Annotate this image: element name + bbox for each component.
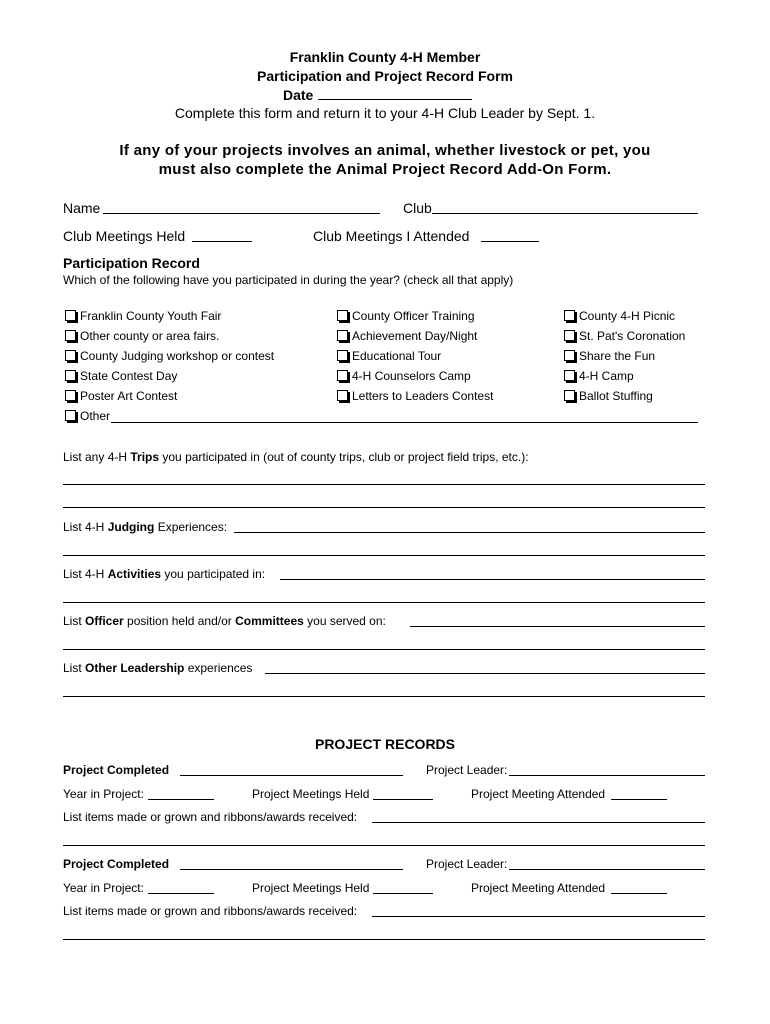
participation-option-label: 4-H Camp <box>579 369 634 383</box>
checkbox-icon[interactable] <box>65 410 76 421</box>
project-completed-label: Project Completed <box>63 857 170 871</box>
participation-option-label: Other county or area fairs. <box>80 329 220 343</box>
checkbox-icon[interactable] <box>564 350 575 361</box>
checkbox-icon[interactable] <box>65 330 76 341</box>
participation-option[interactable] <box>337 349 441 363</box>
participation-option[interactable] <box>564 349 655 363</box>
participation-option[interactable] <box>337 309 475 323</box>
participation-option-label: Educational Tour <box>352 349 442 363</box>
participation-option[interactable] <box>564 389 653 403</box>
participation-option-label: Share the Fun <box>579 349 656 363</box>
project-completed-field[interactable] <box>180 869 403 870</box>
participation-question: Which of the following have you participated in during the year? (check all that apply) <box>63 273 514 287</box>
form-title-line1: Franklin County 4-H Member <box>289 49 481 65</box>
other-participation-field[interactable] <box>111 422 698 423</box>
project-meetings-held-label: Project Meetings Held <box>252 881 370 895</box>
project-meetings-attended-field[interactable] <box>611 893 667 894</box>
items-awards-label: List items made or grown and ribbons/awards received: <box>63 810 358 824</box>
items-awards-label: List items made or grown and ribbons/awards received: <box>63 904 358 918</box>
year-in-project-field[interactable] <box>148 799 214 800</box>
participation-option[interactable] <box>65 369 177 383</box>
participation-option-label: County Officer Training <box>352 309 475 323</box>
checkbox-icon[interactable] <box>564 370 575 381</box>
club-meetings-attended-label: Club Meetings I Attended <box>313 228 470 244</box>
checkbox-icon[interactable] <box>65 310 76 321</box>
participation-option[interactable] <box>337 329 477 343</box>
participation-option[interactable] <box>65 389 177 403</box>
project-leader-label: Project Leader: <box>426 763 508 777</box>
club-field[interactable] <box>432 213 698 214</box>
officer-line-2[interactable] <box>63 649 705 650</box>
participation-option-label: State Contest Day <box>80 369 178 383</box>
checkbox-icon[interactable] <box>564 310 575 321</box>
items-awards-line-1[interactable] <box>372 822 705 823</box>
activities-line-1[interactable] <box>280 579 705 580</box>
participation-option-label: Achievement Day/Night <box>352 329 478 343</box>
checkbox-icon[interactable] <box>564 390 575 401</box>
project-leader-label: Project Leader: <box>426 857 508 871</box>
leadership-prompt: List Other Leadership experiences <box>63 661 253 675</box>
club-meetings-held-field[interactable] <box>192 241 252 242</box>
participation-option[interactable] <box>65 349 274 363</box>
club-label: Club <box>403 200 432 216</box>
items-awards-line-2[interactable] <box>63 845 705 846</box>
project-record-2 <box>0 857 770 947</box>
date-label: Date <box>283 87 314 103</box>
participation-option[interactable] <box>564 309 675 323</box>
project-meetings-held-field[interactable] <box>373 799 433 800</box>
checkbox-icon[interactable] <box>65 370 76 381</box>
leadership-line-2[interactable] <box>63 696 705 697</box>
participation-heading: Participation Record <box>63 255 200 271</box>
checkbox-icon[interactable] <box>337 330 348 341</box>
trips-prompt: List any 4-H Trips you participated in (out of county trips, club or project field trips, etc.): <box>63 450 529 464</box>
project-records-heading: PROJECT RECORDS <box>314 736 456 752</box>
officer-prompt: List Officer position held and/or Committees you served on: <box>63 614 386 628</box>
checkbox-icon[interactable] <box>337 310 348 321</box>
officer-line-1[interactable] <box>410 626 705 627</box>
project-meetings-attended-label: Project Meeting Attended <box>471 787 606 801</box>
participation-option[interactable] <box>337 369 471 383</box>
checkbox-icon[interactable] <box>337 390 348 401</box>
name-field[interactable] <box>103 213 380 214</box>
items-awards-line-2[interactable] <box>63 939 705 940</box>
checkbox-icon[interactable] <box>65 350 76 361</box>
name-label: Name <box>63 200 101 216</box>
activities-line-2[interactable] <box>63 602 705 603</box>
project-leader-field[interactable] <box>509 775 705 776</box>
checkbox-icon[interactable] <box>564 330 575 341</box>
items-awards-line-1[interactable] <box>372 916 705 917</box>
project-meetings-attended-label: Project Meeting Attended <box>471 881 606 895</box>
year-in-project-label: Year in Project: <box>63 881 144 895</box>
club-meetings-held-label: Club Meetings Held <box>63 228 186 244</box>
project-meetings-held-field[interactable] <box>373 893 433 894</box>
club-meetings-attended-field[interactable] <box>481 241 539 242</box>
participation-option[interactable] <box>65 329 219 343</box>
participation-option[interactable] <box>65 309 221 323</box>
participation-option-label: Franklin County Youth Fair <box>80 309 222 323</box>
participation-option-label: Ballot Stuffing <box>579 389 653 403</box>
project-leader-field[interactable] <box>509 869 705 870</box>
participation-option[interactable] <box>65 409 110 423</box>
checkbox-icon[interactable] <box>337 370 348 381</box>
participation-option[interactable] <box>564 329 685 343</box>
project-record-1 <box>0 763 770 853</box>
year-in-project-label: Year in Project: <box>63 787 144 801</box>
year-in-project-field[interactable] <box>148 893 214 894</box>
participation-option-label: Other <box>80 409 111 423</box>
participation-option-label: Poster Art Contest <box>80 389 178 403</box>
judging-prompt: List 4-H Judging Experiences: <box>63 520 228 534</box>
judging-line-1[interactable] <box>234 532 705 533</box>
project-completed-field[interactable] <box>180 775 403 776</box>
participation-option-label: County 4-H Picnic <box>579 309 676 323</box>
animal-notice-line1: If any of your projects involves an animal, whether livestock or pet, you <box>119 142 651 159</box>
participation-option-label: Letters to Leaders Contest <box>352 389 494 403</box>
checkbox-icon[interactable] <box>337 350 348 361</box>
trips-line-2[interactable] <box>63 507 705 508</box>
participation-option-label: St. Pat's Coronation <box>579 329 686 343</box>
judging-line-2[interactable] <box>63 555 705 556</box>
project-meetings-held-label: Project Meetings Held <box>252 787 370 801</box>
checkbox-icon[interactable] <box>65 390 76 401</box>
participation-option-label: County Judging workshop or contest <box>80 349 275 363</box>
form-title-line2: Participation and Project Record Form <box>257 68 513 84</box>
project-completed-label: Project Completed <box>63 763 170 777</box>
project-meetings-attended-field[interactable] <box>611 799 667 800</box>
trips-line-1[interactable] <box>63 484 705 485</box>
participation-option[interactable] <box>337 389 493 403</box>
leadership-line-1[interactable] <box>265 673 705 674</box>
participation-option[interactable] <box>564 369 634 383</box>
participation-option-label: 4-H Counselors Camp <box>352 369 471 383</box>
animal-notice-line2: must also complete the Animal Project Record Add-On Form. <box>158 161 612 178</box>
date-field[interactable] <box>318 99 472 100</box>
instruction-text: Complete this form and return it to your 4-H Club Leader by Sept. 1. <box>174 105 596 121</box>
activities-prompt: List 4-H Activities you participated in: <box>63 567 266 581</box>
